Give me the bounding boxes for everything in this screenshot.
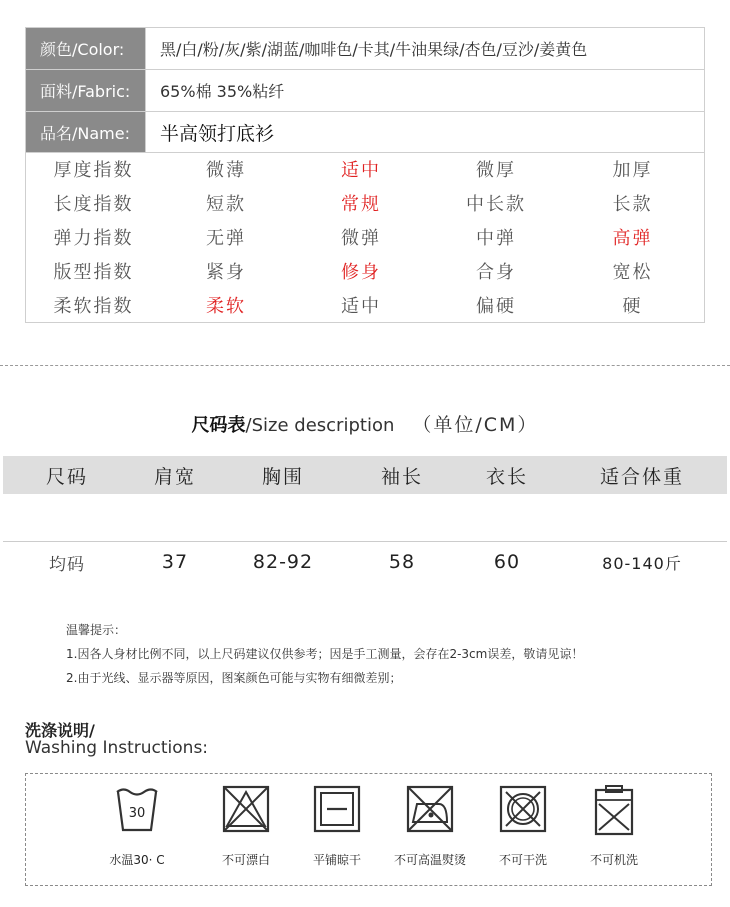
index-table: [25, 152, 705, 323]
size-unit: （单位/CM）: [412, 414, 539, 436]
tips-notes: [66, 618, 583, 690]
index-option: 长款: [612, 194, 653, 215]
index-name: 版型指数: [53, 262, 134, 283]
index-option: 加厚: [612, 160, 653, 181]
index-option: 高弹: [612, 228, 653, 249]
index-option: 适中: [341, 296, 381, 317]
wash-label: 平铺晾干: [312, 853, 361, 867]
header-chest: 胸围: [261, 465, 304, 488]
wash-30-icon: [114, 784, 160, 834]
size-chart-title: [0, 410, 730, 437]
index-row: [26, 254, 704, 288]
color-row: [25, 27, 705, 69]
index-option: 修身: [341, 262, 381, 283]
wash-item: [287, 784, 387, 868]
header-sleeve: 袖长: [380, 465, 423, 488]
wash-item: [473, 784, 573, 868]
index-option: 短款: [206, 194, 246, 215]
index-option: 宽松: [612, 262, 653, 283]
dashed-divider: [0, 365, 730, 366]
index-option: 合身: [476, 262, 516, 283]
index-row: [26, 186, 704, 220]
index-option: 微弹: [341, 228, 381, 249]
wash-label: 不可干洗: [498, 853, 547, 867]
wash-item: [380, 784, 480, 868]
index-option: 中长款: [466, 194, 526, 215]
index-option: 硬: [622, 296, 643, 317]
index-row: [26, 220, 704, 254]
fabric-value: 65%棉 35%粘纤: [160, 82, 285, 101]
index-option: 柔软: [206, 296, 246, 317]
header-length: 衣长: [485, 465, 528, 488]
color-label: 颜色/Color:: [26, 28, 146, 69]
header-weight: 适合体重: [599, 465, 684, 488]
index-row: [26, 288, 704, 322]
color-value: 黑/白/粉/灰/紫/湖蓝/咖啡色/卡其/牛油果绿/杏色/豆沙/姜黄色: [160, 40, 588, 59]
no-machine-wash-icon: [591, 784, 637, 838]
washing-subtitle: Washing Instructions:: [25, 738, 209, 758]
size-table-divider: [3, 541, 727, 542]
size-table-header: [3, 456, 727, 494]
washing-icons-box: [25, 773, 712, 886]
cell-shoulder: 37: [161, 551, 189, 573]
fabric-label: 面料/Fabric:: [26, 70, 146, 111]
product-info: [25, 27, 705, 153]
index-option: 无弹: [206, 228, 246, 249]
no-dry-clean-icon: [498, 784, 548, 834]
index-row: [26, 152, 704, 186]
wash-item: [87, 784, 187, 868]
cell-chest: 82-92: [252, 551, 314, 573]
wash-label: 不可高温熨烫: [393, 853, 466, 867]
name-label: 品名/Name:: [26, 112, 146, 152]
wash-label: 不可漂白: [221, 853, 270, 867]
cell-weight: 80-140斤: [602, 553, 682, 573]
index-option: 常规: [341, 194, 381, 215]
wash-item: [196, 784, 296, 868]
size-table-row: [3, 546, 727, 578]
cell-size: 均码: [49, 554, 85, 575]
name-value: 半高领打底衫: [160, 122, 275, 145]
index-option: 中弹: [476, 228, 516, 249]
tips-line-1: 1.因各人身材比例不同，以上尺码建议仅供参考；因是手工测量，会存在2-3cm误差，敬请见谅！: [66, 647, 584, 661]
header-size: 尺码: [45, 465, 88, 488]
no-high-iron-icon: [405, 784, 455, 834]
no-bleach-icon: [221, 784, 271, 834]
washing-title: 洗涤说明/: [25, 721, 95, 740]
svg-text:30: 30: [128, 806, 146, 821]
index-name: 厚度指数: [53, 160, 134, 181]
fabric-row: [25, 69, 705, 111]
index-option: 微薄: [206, 160, 246, 181]
wash-label: 水温30· C: [109, 853, 165, 867]
cell-length: 60: [493, 551, 521, 573]
cell-sleeve: 58: [388, 551, 416, 573]
name-row: [25, 111, 705, 153]
index-option: 紧身: [206, 262, 246, 283]
wash-label: 不可机洗: [589, 853, 638, 867]
index-name: 柔软指数: [53, 296, 134, 317]
wash-item: [564, 784, 664, 868]
index-option: 偏硬: [476, 296, 516, 317]
size-title-rest: /Size description: [245, 415, 395, 436]
tips-heading: 温馨提示：: [66, 623, 127, 637]
dry-flat-icon: [312, 784, 362, 834]
index-name: 长度指数: [53, 194, 134, 215]
index-option: 适中: [341, 160, 381, 181]
size-title-bold: 尺码表: [191, 415, 246, 436]
header-shoulder: 肩宽: [153, 465, 196, 488]
index-name: 弹力指数: [53, 228, 134, 249]
index-option: 微厚: [476, 160, 516, 181]
tips-line-2: 2.由于光线、显示器等原因，图案颜色可能与实物有细微差别；: [66, 671, 402, 685]
